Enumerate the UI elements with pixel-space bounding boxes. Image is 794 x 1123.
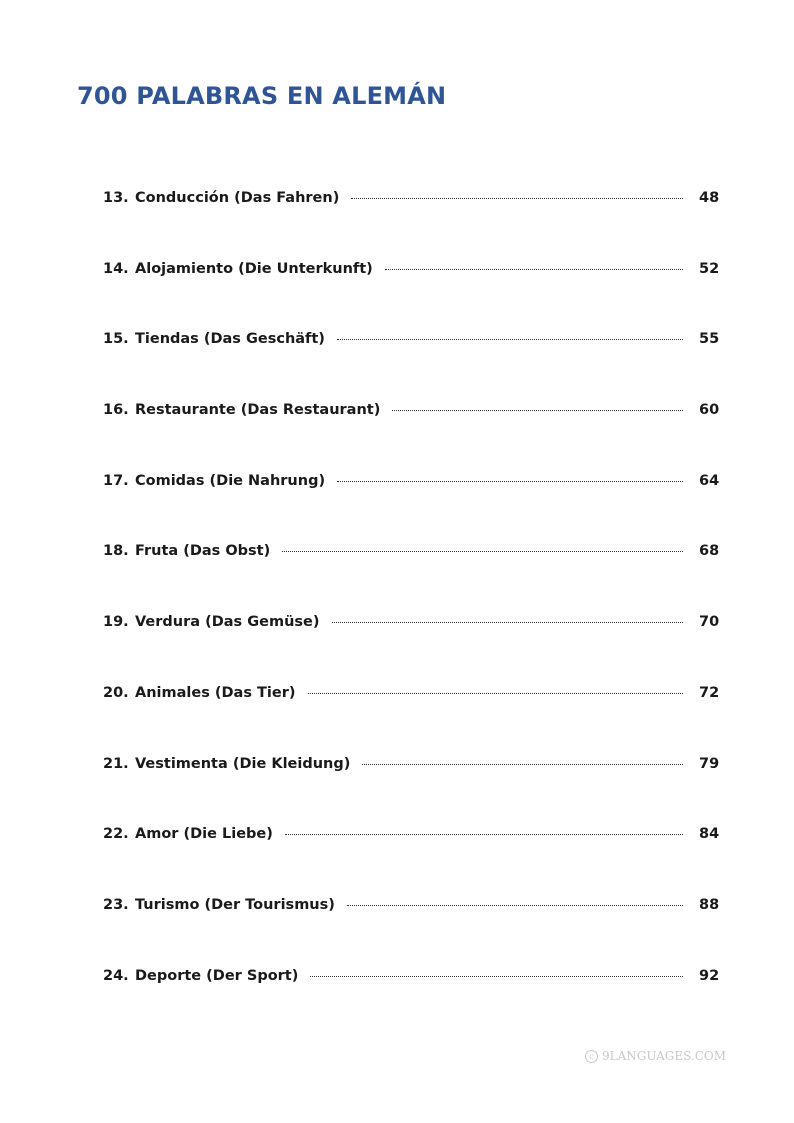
toc-entry[interactable] (103, 614, 719, 685)
toc-dot-leader (308, 693, 684, 694)
toc-entry-page: 64 (699, 472, 720, 489)
toc-dot-leader (332, 622, 684, 623)
toc-entry-label: Alojamiento (Die Unterkunft) (135, 260, 373, 277)
toc-entry-page: 48 (699, 190, 720, 206)
toc-entry[interactable] (103, 756, 719, 827)
toc-entry[interactable] (103, 968, 719, 1039)
toc-entry-label: Restaurante (Das Restaurant) (135, 402, 381, 419)
toc-entry[interactable] (103, 685, 719, 756)
toc-entry-label: Deporte (Der Sport) (135, 967, 299, 984)
toc-entry[interactable] (103, 402, 719, 473)
toc-entry-number: 20. (103, 684, 129, 701)
toc-entry-label: Conducción (Das Fahren) (135, 190, 340, 206)
toc-entry-page: 55 (699, 331, 720, 348)
toc-entry-number: 19. (103, 614, 129, 631)
toc-entry-label: Turismo (Der Tourismus) (135, 896, 335, 913)
toc-entry-number: 13. (103, 190, 129, 206)
toc-entry-page: 72 (699, 684, 720, 701)
toc-entry-label: Comidas (Die Nahrung) (135, 472, 326, 489)
toc-entry-page: 88 (699, 896, 720, 913)
toc-entry-number: 24. (103, 967, 129, 984)
toc-entry-page: 52 (699, 260, 720, 277)
page-title: 700 PALABRAS EN ALEMÁN (77, 82, 447, 110)
copyright-icon: c (585, 1050, 598, 1063)
toc-entry-number: 14. (103, 260, 129, 277)
toc-dot-leader (351, 198, 683, 199)
toc-entry[interactable] (103, 897, 719, 968)
toc-entry-page: 60 (699, 402, 720, 419)
toc-dot-leader (310, 976, 683, 977)
toc-dot-leader (282, 551, 683, 552)
table-of-contents (103, 190, 719, 1038)
toc-entry-label: Amor (Die Liebe) (135, 826, 273, 843)
watermark-text: 9LANGUAGES.COM (602, 1049, 727, 1063)
toc-entry-page: 84 (699, 826, 720, 843)
toc-entry[interactable] (103, 543, 719, 614)
toc-entry-number: 18. (103, 543, 129, 560)
toc-entry-label: Tiendas (Das Geschäft) (135, 331, 325, 348)
toc-dot-leader (337, 339, 683, 340)
toc-entry[interactable] (103, 473, 719, 544)
toc-entry-label: Vestimenta (Die Kleidung) (135, 755, 351, 772)
toc-entry[interactable] (103, 261, 719, 332)
toc-entry-page: 68 (699, 543, 720, 560)
toc-entry-number: 21. (103, 755, 129, 772)
toc-entry-label: Verdura (Das Gemüse) (135, 614, 320, 631)
toc-entry-number: 23. (103, 896, 129, 913)
toc-entry[interactable] (103, 826, 719, 897)
toc-dot-leader (347, 905, 683, 906)
toc-entry-number: 17. (103, 472, 129, 489)
toc-entry-number: 16. (103, 402, 129, 419)
toc-entry-label: Animales (Das Tier) (135, 684, 296, 701)
toc-entry-page: 79 (699, 755, 720, 772)
toc-entry-page: 92 (699, 967, 720, 984)
toc-dot-leader (362, 764, 683, 765)
toc-entry-number: 15. (103, 331, 129, 348)
toc-entry-label: Fruta (Das Obst) (135, 543, 271, 560)
watermark (585, 1049, 726, 1063)
toc-entry-number: 22. (103, 826, 129, 843)
toc-dot-leader (385, 269, 683, 270)
toc-entry[interactable] (103, 331, 719, 402)
toc-dot-leader (337, 481, 683, 482)
toc-dot-leader (285, 834, 683, 835)
toc-dot-leader (392, 410, 683, 411)
toc-entry-page: 70 (699, 614, 720, 631)
toc-entry[interactable] (103, 190, 719, 261)
